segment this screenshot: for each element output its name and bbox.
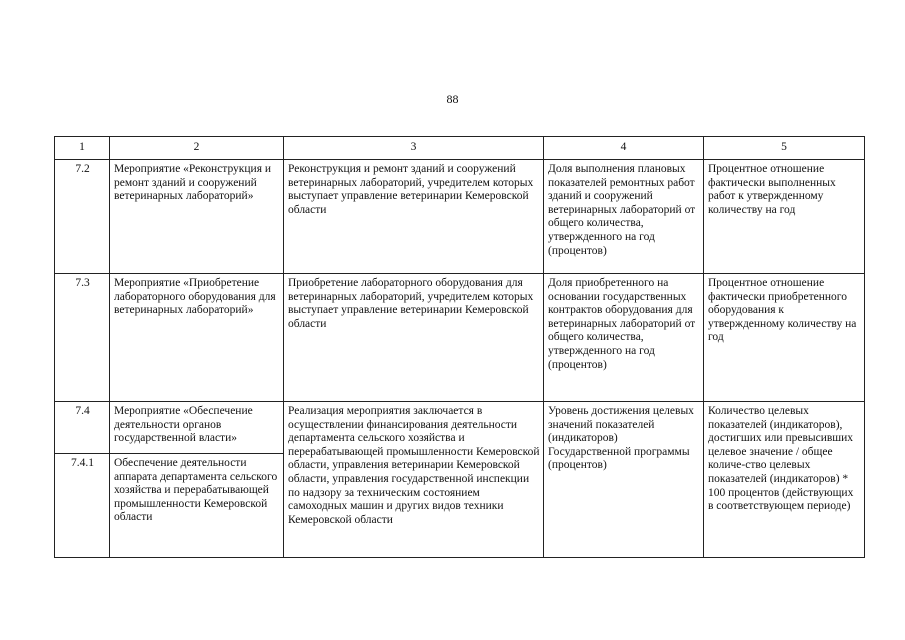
column-header-3: 3 [284, 137, 544, 160]
row-number: 7.2 [55, 160, 110, 274]
calculation-method: Процентное отношение фактически выполненных работ к утвержденному количеству на год [704, 160, 865, 274]
measure-description: Реализация мероприятия заключается в осуществлении финансирования деятельности департамента сельского хозяйства и перерабатывающей промышленности Кемеровской области, управления ветеринарии Кемеровской области, управления государственной инспекции по надзору за техническим состоянием самоходных машин и других видов техники Кемеровской области [284, 402, 544, 558]
measure-name: Мероприятие «Реконструкция и ремонт зданий и сооружений ветеринарных лабораторий» [110, 160, 284, 274]
calculation-method: Количество целевых показателей (индикаторов), достигших или превысивших целевое значение / общее количе-ство целевых показателей (индикаторов) * 100 процентов (действующих в соответствующем периоде) [704, 402, 865, 558]
page-number: 88 [446, 92, 459, 106]
row-number: 7.3 [55, 274, 110, 402]
row-number: 7.4 [55, 402, 110, 454]
indicators-table [54, 136, 865, 558]
column-header-4: 4 [544, 137, 704, 160]
measure-description: Реконструкция и ремонт зданий и сооружений ветеринарных лабораторий, учредителем которых выступает управление ветеринарии Кемеровской области [284, 160, 544, 274]
table-row [55, 274, 865, 402]
column-header-5: 5 [704, 137, 865, 160]
header-row [55, 137, 865, 160]
measure-name: Обеспечение деятельности аппарата департамента сельского хозяйства и перерабатывающей промышленности Кемеровской области [110, 454, 284, 558]
table-row [55, 402, 865, 454]
indicator-name: Уровень достижения целевых значений показателей (индикаторов) Государственной программы (процентов) [544, 402, 704, 558]
indicator-name: Доля выполнения плановых показателей ремонтных работ зданий и сооружений ветеринарных лабораторий от общего количества, утвержденного на год (процентов) [544, 160, 704, 274]
measure-description: Приобретение лабораторного оборудования для ветеринарных лабораторий, учредителем которых выступает управление ветеринарии Кемеровской области [284, 274, 544, 402]
column-header-1: 1 [55, 137, 110, 160]
measure-name: Мероприятие «Обеспечение деятельности органов государственной власти» [110, 402, 284, 454]
row-number: 7.4.1 [55, 454, 110, 558]
measure-name: Мероприятие «Приобретение лабораторного оборудования для ветеринарных лабораторий» [110, 274, 284, 402]
column-header-2: 2 [110, 137, 284, 160]
table-row [55, 160, 865, 274]
indicator-name: Доля приобретенного на основании государственных контрактов оборудования для ветеринарных лабораторий от общего количества, утвержденного на год (процентов) [544, 274, 704, 402]
calculation-method: Процентное отношение фактически приобретенного оборудования к утвержденному количеству на год [704, 274, 865, 402]
